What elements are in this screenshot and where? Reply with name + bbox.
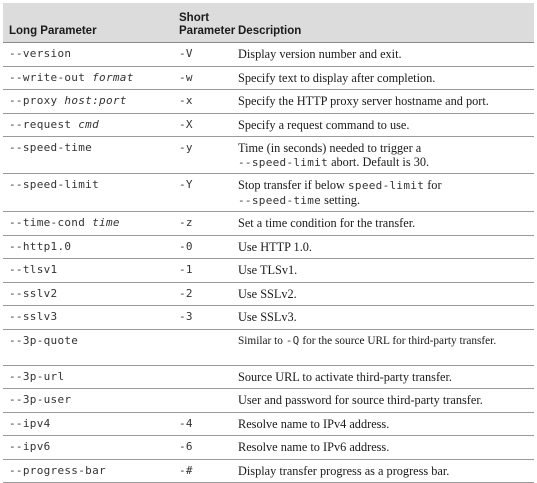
table-row <box>3 174 534 212</box>
short-parameter: -4 <box>173 412 232 436</box>
long-parameter <box>3 66 173 90</box>
description <box>232 282 534 306</box>
long-parameter <box>3 174 173 212</box>
short-parameter: -y <box>173 137 232 174</box>
short-parameter: -Y <box>173 174 232 212</box>
description <box>232 90 534 114</box>
description <box>232 259 534 283</box>
short-parameter: -X <box>173 113 232 137</box>
header-long-parameter: Long Parameter <box>3 3 173 43</box>
long-parameter <box>3 365 173 389</box>
long-argument: cmd <box>78 117 100 131</box>
table-row <box>3 329 534 365</box>
long-flag: --ipv6 <box>9 440 51 453</box>
short-parameter: -x <box>173 90 232 114</box>
description-text: Stop transfer if below <box>238 178 348 192</box>
header-short-line2: Parameter <box>179 25 236 37</box>
long-flag: --speed-time <box>9 141 93 154</box>
description-text: Display transfer progress as a progress bar. <box>238 463 450 478</box>
table-row <box>3 389 534 413</box>
short-parameter: -V <box>173 43 232 67</box>
description-text: Use SSLv2. <box>238 286 297 301</box>
long-parameter <box>3 235 173 259</box>
description-text: Use SSLv3. <box>238 310 297 324</box>
description <box>232 329 534 365</box>
short-parameter <box>173 389 232 413</box>
long-flag: --3p-user <box>9 393 72 406</box>
description-text: Specify the HTTP proxy server hostname and port. <box>238 94 489 108</box>
long-argument: host:port <box>64 94 127 107</box>
long-flag: --3p-quote <box>9 333 79 347</box>
long-parameter <box>3 212 173 236</box>
description <box>232 459 534 483</box>
short-parameter: -z <box>173 212 232 236</box>
long-flag: --progress-bar <box>9 463 106 477</box>
description-text: Specify text to display after completion. <box>238 70 436 85</box>
long-flag: --version <box>9 47 72 60</box>
description-text: for the source URL for third-party transfer. <box>299 334 497 347</box>
long-flag: --3p-url <box>9 369 65 383</box>
long-flag: --http1.0 <box>9 239 72 253</box>
table-row <box>3 212 534 236</box>
long-argument: time <box>92 216 120 229</box>
long-parameter <box>3 90 173 114</box>
parameter-table <box>3 3 534 483</box>
description-text: Similar to <box>238 334 286 347</box>
description-text: Time (in seconds) needed to trigger a <box>238 141 422 155</box>
short-parameter: -1 <box>173 259 232 283</box>
description-code: speed-limit <box>347 179 425 192</box>
description-text: Set a time condition for the transfer. <box>238 216 416 230</box>
short-parameter: -2 <box>173 282 232 306</box>
long-parameter <box>3 329 173 365</box>
long-flag: --request <box>9 117 72 131</box>
short-parameter <box>173 329 232 365</box>
description-code: --speed-time <box>238 194 322 207</box>
long-flag: --tlsv1 <box>9 263 58 276</box>
description <box>232 235 534 259</box>
long-argument: format <box>92 70 134 84</box>
description-text: abort. Default is 30. <box>328 155 430 169</box>
short-parameter: -w <box>173 66 232 90</box>
table-row <box>3 235 534 259</box>
description <box>232 412 534 436</box>
description <box>232 436 534 460</box>
description <box>232 43 534 67</box>
long-parameter <box>3 436 173 460</box>
table-row <box>3 113 534 137</box>
description <box>232 137 534 174</box>
header-short-line1: Short <box>179 12 210 24</box>
long-parameter <box>3 459 173 483</box>
description <box>232 389 534 413</box>
table-row <box>3 306 534 330</box>
table-row <box>3 436 534 460</box>
description-text: Use HTTP 1.0. <box>238 239 313 254</box>
description-text: Source URL to activate third-party transfer. <box>238 369 452 384</box>
table-row <box>3 43 534 67</box>
long-flag: --sslv2 <box>9 286 58 300</box>
long-flag: --time-cond <box>9 216 86 229</box>
short-parameter: -# <box>173 459 232 483</box>
header-row <box>3 3 534 43</box>
table-row <box>3 282 534 306</box>
header-description: Description <box>232 3 534 43</box>
long-parameter <box>3 43 173 67</box>
table-row <box>3 412 534 436</box>
description-text: Specify a request command to use. <box>238 117 410 132</box>
long-flag: --speed-limit <box>9 178 99 191</box>
table-row <box>3 66 534 90</box>
long-parameter <box>3 113 173 137</box>
description-text: Use TLSv1. <box>238 263 298 277</box>
header-short-parameter <box>173 3 236 43</box>
long-flag: --ipv4 <box>9 416 51 430</box>
table-row <box>3 137 534 174</box>
description-code: --speed-limit <box>238 156 328 169</box>
long-flag: --sslv3 <box>9 310 58 323</box>
short-parameter: -3 <box>173 306 232 330</box>
description-text: Resolve name to IPv6 address. <box>238 440 390 454</box>
long-flag: --proxy <box>9 94 58 107</box>
description-text: User and password for source third-party transfer. <box>238 393 483 407</box>
table-row <box>3 259 534 283</box>
description <box>232 365 534 389</box>
long-flag: --write-out <box>9 70 86 84</box>
description <box>232 212 534 236</box>
long-parameter <box>3 306 173 330</box>
description-code: -Q <box>285 333 300 347</box>
description-text: Resolve name to IPv4 address. <box>238 416 390 431</box>
description <box>232 66 534 90</box>
long-parameter <box>3 412 173 436</box>
long-parameter <box>3 259 173 283</box>
description-text: setting. <box>321 193 361 207</box>
table-row <box>3 90 534 114</box>
description-text: Display version number and exit. <box>238 47 402 61</box>
short-parameter <box>173 365 232 389</box>
description <box>232 306 534 330</box>
long-parameter <box>3 137 173 174</box>
short-parameter: -6 <box>173 436 232 460</box>
description <box>232 174 534 212</box>
description <box>232 113 534 137</box>
description-text: for <box>424 178 442 192</box>
table-row <box>3 365 534 389</box>
short-parameter: -0 <box>173 235 232 259</box>
table-row <box>3 459 534 483</box>
long-parameter <box>3 389 173 413</box>
long-parameter <box>3 282 173 306</box>
